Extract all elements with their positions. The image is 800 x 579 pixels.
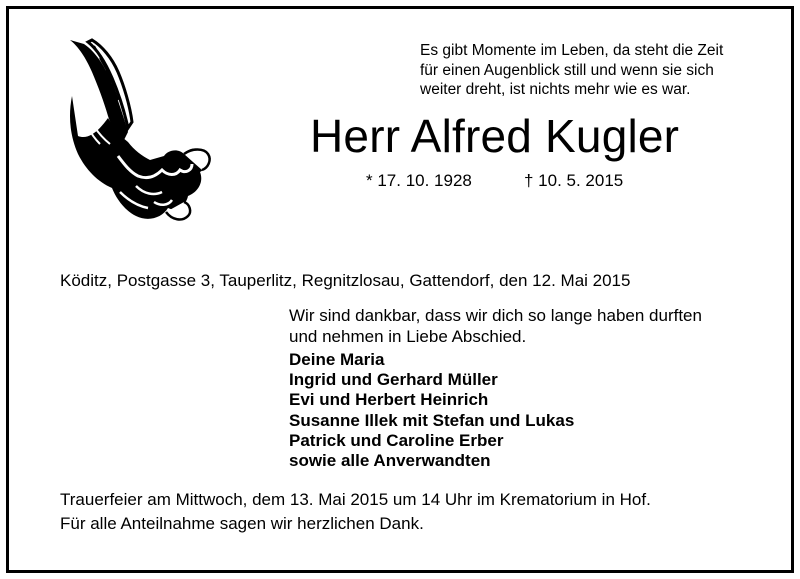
death-date: † 10. 5. 2015 <box>524 171 624 190</box>
birth-date: * 17. 10. 1928 <box>366 171 472 190</box>
closing-thanks: Für alle Anteilnahme sagen wir herzlichen Dank. <box>60 514 424 533</box>
mourner-entry: Evi und Herbert Heinrich <box>289 390 489 410</box>
mourners-list <box>289 350 574 471</box>
deceased-name: Herr Alfred Kugler <box>310 110 680 162</box>
praying-hands-icon <box>58 36 218 226</box>
quote-line: für einen Augenblick still und wenn sie sich <box>420 61 714 79</box>
quote-line: weiter dreht, ist nichts mehr wie es war. <box>420 81 691 98</box>
farewell-line: Wir sind dankbar, dass wir dich so lange haben durften <box>289 306 702 325</box>
mourner-entry: Patrick und Caroline Erber <box>289 430 504 450</box>
mourner-entry: Susanne Illek mit Stefan und Lukas <box>289 410 575 430</box>
funeral-info: Trauerfeier am Mittwoch, dem 13. Mai 2015 um 14 Uhr im Krematorium in Hof. <box>60 490 651 509</box>
mourner-entry: Deine Maria <box>289 350 385 369</box>
place-and-date: Köditz, Postgasse 3, Tauperlitz, Regnitzlosau, Gattendorf, den 12. Mai 2015 <box>60 271 631 290</box>
memorial-quote <box>420 41 723 100</box>
quote-line: Es gibt Momente im Leben, da steht die Zeit <box>420 42 724 59</box>
farewell-line: und nehmen in Liebe Abschied. <box>289 327 527 346</box>
mourner-entry: sowie alle Anverwandten <box>289 451 491 471</box>
mourner-entry: Ingrid und Gerhard Müller <box>289 370 498 390</box>
farewell-message <box>289 305 702 347</box>
